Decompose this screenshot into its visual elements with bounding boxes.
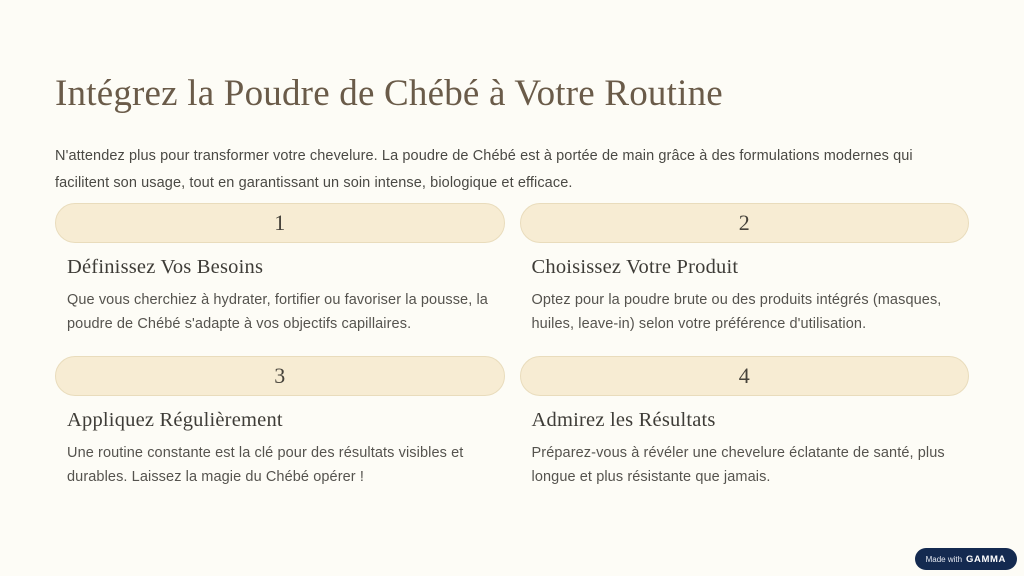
step-number-pill bbox=[520, 356, 970, 396]
step-text bbox=[55, 396, 505, 489]
step-number-pill bbox=[520, 203, 970, 243]
step-heading: Choisissez Votre Produit bbox=[531, 256, 739, 279]
step-heading: Admirez les Résultats bbox=[531, 409, 716, 432]
step-number-pill bbox=[55, 356, 505, 396]
step-heading: Appliquez Régulièrement bbox=[67, 409, 283, 432]
step-number: 4 bbox=[738, 363, 750, 389]
step-heading: Définissez Vos Besoins bbox=[67, 256, 264, 279]
step-number-pill bbox=[55, 203, 505, 243]
step-text bbox=[520, 396, 970, 489]
page-title: Intégrez la Poudre de Chébé à Votre Routine bbox=[55, 73, 723, 114]
made-with-gamma-badge[interactable] bbox=[915, 548, 1017, 570]
step-body: Que vous cherchiez à hydrater, fortifier ou favoriser la pousse, la poudre de Chébé s'adapte à vos objectifs capillaires. bbox=[67, 292, 488, 333]
step-card bbox=[520, 356, 970, 489]
step-body: Une routine constante est la clé pour des résultats visibles et durables. Laissez la magie du Chébé opérer ! bbox=[67, 445, 464, 486]
step-number: 3 bbox=[274, 363, 286, 389]
steps-grid bbox=[55, 203, 969, 489]
step-card bbox=[55, 203, 505, 336]
badge-prefix: Made with bbox=[925, 554, 963, 564]
gamma-logo: GAMMA bbox=[966, 553, 1006, 565]
step-card bbox=[55, 356, 505, 489]
step-number: 2 bbox=[738, 210, 750, 236]
step-text bbox=[520, 243, 970, 336]
step-body: Préparez-vous à révéler une chevelure éclatante de santé, plus longue et plus résistante que jamais. bbox=[531, 445, 945, 486]
intro-paragraph: N'attendez plus pour transformer votre chevelure. La poudre de Chébé est à portée de main grâce à des formulations modernes qui facilitent son usage, tout en garantissant un soin intense, biologique et efficace. bbox=[55, 148, 913, 192]
step-text bbox=[55, 243, 505, 336]
step-body: Optez pour la poudre brute ou des produits intégrés (masques, huiles, leave-in) selon votre préférence d'utilisation. bbox=[531, 292, 942, 333]
step-card bbox=[520, 203, 970, 336]
step-number: 1 bbox=[274, 210, 286, 236]
